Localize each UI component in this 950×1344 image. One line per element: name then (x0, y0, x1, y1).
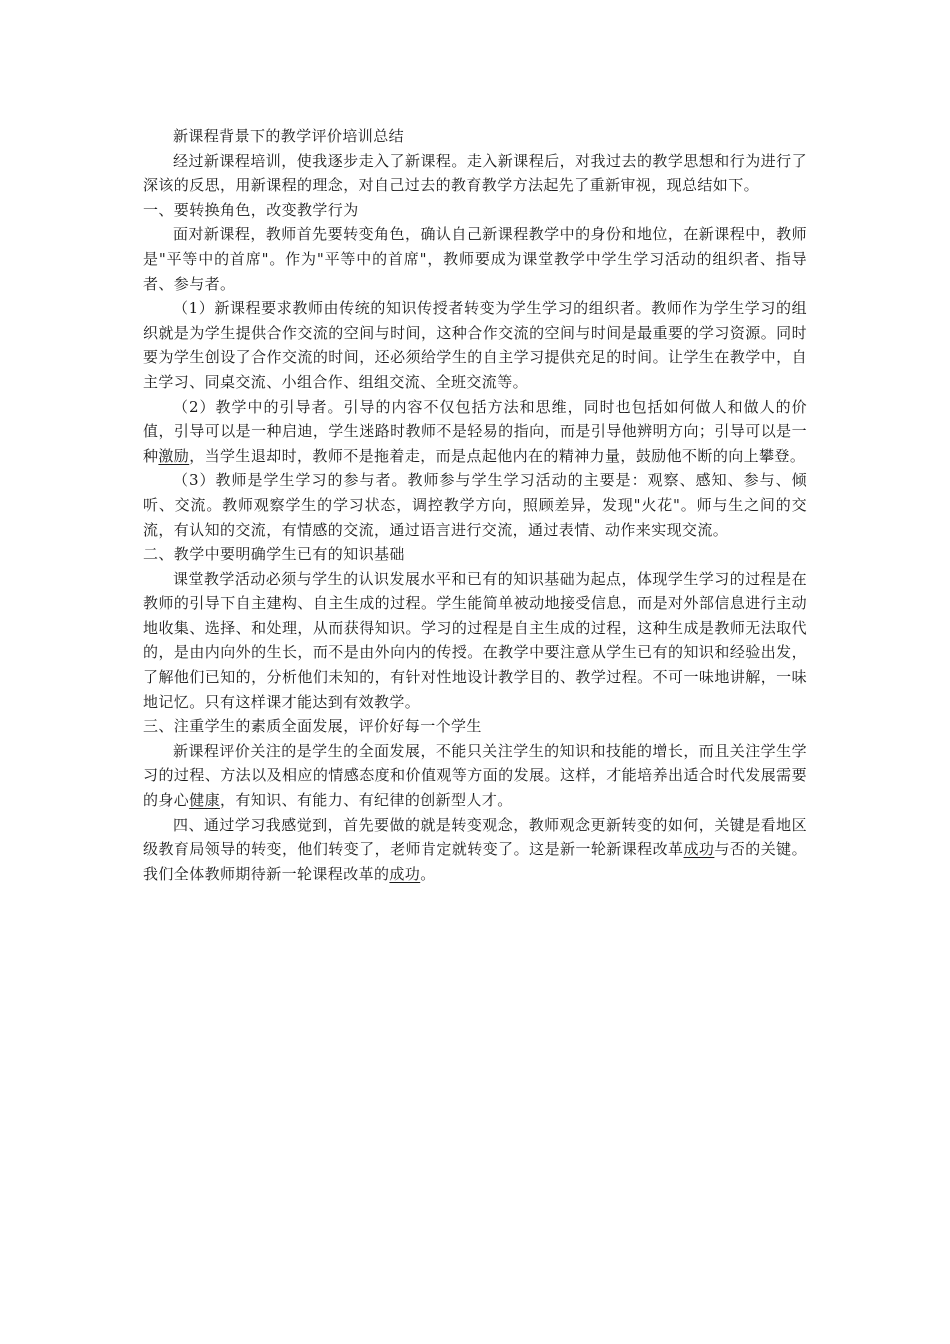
section-4-text-middle: 与否的关键。我们全体教师期待新一轮课程改革的 (143, 840, 807, 883)
section-3-heading: 三、注重学生的素质全面发展，评价好每一个学生 (143, 717, 482, 736)
section-3-text-after: ，有知识、有能力、有纪律的创新型人才。 (220, 791, 513, 810)
section-1-item-2 (143, 395, 807, 469)
link-jili[interactable]: 激励 (158, 446, 190, 465)
link-chenggong-2[interactable]: 成功 (389, 864, 421, 883)
intro-paragraph: 经过新课程培训，使我逐步走入了新课程。走入新课程后，对我过去的教学思想和行为进行了深该的反思，用新课程的理念，对自己过去的教育教学方法起先了重新审视，现总结如下。 (143, 151, 807, 195)
item-2-text-after: ，当学生退却时，教师不是拖着走，而是点起他内在的精神力量，鼓励他不断的向上攀登。 (189, 446, 806, 465)
section-2-paragraph: 课堂教学活动必须与学生的认识发展水平和已有的知识基础为起点，体现学生学习的过程是在教师的引导下自主建构、自主生成的过程。学生能简单被动地接受信息，而是对外部信息进行主动地收集、选择、和处理，从而获得知识。学习的过程是自主生成的过程，这种生成是教师无法取代的，是由内向外的生长，而不是由外向内的传授。在教学中要注意从学生已有的知识和经验出发，了解他们已知的，分析他们未知的，有针对性地设计教学目的、教学过程。不可一味地讲解，一味地记忆。只有这样课才能达到有效教学。 (143, 569, 807, 711)
section-1-paragraph: 面对新课程，教师首先要转变角色，确认自己新课程教学中的身份和地位，在新课程中，教师是"平等中的首席"。作为"平等中的首席"，教师要成为课堂教学中学生学习活动的组织者、指导者、参与者。 (143, 225, 807, 293)
link-jiankang[interactable]: 健康 (189, 791, 221, 810)
section-4-paragraph (143, 813, 807, 887)
item-2-text-before: （2）教学中的引导者。引导的内容不仅包括方法和思维，同时也包括如何做人和做人的价值，引导可以是一种启迪，学生迷路时教师不是轻易的指向，而是引导他辨明方向；引导可以是一种 (143, 397, 807, 465)
document-body (143, 124, 807, 886)
section-1-item-3: （3）教师是学生学习的参与者。教师参与学生学习活动的主要是：观察、感知、参与、倾听、交流。教师观察学生的学习状态，调控教学方向，照顾差异，发现"火花"。师与生之间的交流，有认知的交流，有情感的交流，通过语言进行交流，通过表情、动作来实现交流。 (143, 471, 807, 539)
link-chenggong-1[interactable]: 成功 (683, 840, 715, 859)
section-3-paragraph (143, 739, 807, 813)
section-1-item-1: （1）新课程要求教师由传统的知识传授者转变为学生学习的组织者。教师作为学生学习的组织就是为学生提供合作交流的空间与时间，这种合作交流的空间与时间是最重要的学习资源。同时要为学生创设了合作交流的时间，还必须给学生的自主学习提供充足的时间。让学生在教学中，自主学习、同桌交流、小组合作、组组交流、全班交流等。 (143, 299, 807, 391)
section-1-heading: 一、要转换角色，改变教学行为 (143, 200, 359, 219)
section-4-text-before: 四、通过学习我感觉到，首先要做的就是转变观念，教师观念更新转变的如何，关键是看地区级教育局领导的转变，他们转变了，老师肯定就转变了。这是新一轮新课程改革 (143, 815, 807, 859)
section-4-text-after: 。 (420, 864, 436, 883)
section-2-heading: 二、教学中要明确学生已有的知识基础 (143, 545, 405, 564)
section-3-text-before: 新课程评价关注的是学生的全面发展，不能只关注学生的知识和技能的增长，而且关注学生学习的过程、方法以及相应的情感态度和价值观等方面的发展。这样，才能培养出适合时代发展需要的身心 (143, 741, 807, 810)
document-title: 新课程背景下的教学评价培训总结 (173, 127, 405, 145)
